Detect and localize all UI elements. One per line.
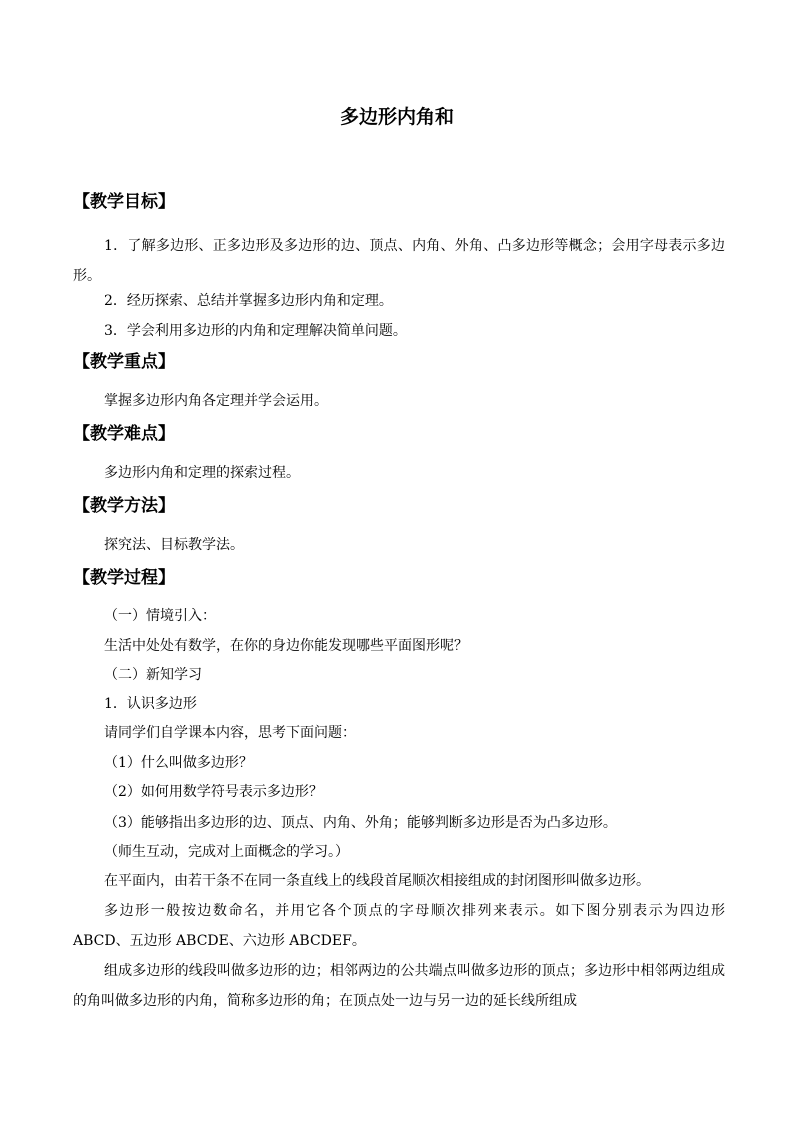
process-part1-text: 生活中处处有数学，在你的身边你能发现哪些平面图形呢？ <box>104 638 468 654</box>
interaction-note: （师生互动，完成对上面概念的学习。） <box>104 844 349 860</box>
difficulties-text: 多边形内角和定理的探索过程。 <box>104 465 300 481</box>
question-2: （2）如何用数学符号表示多边形？ <box>104 784 323 800</box>
section-heading-difficulties: 【教学难点】 <box>73 424 175 444</box>
section-heading-methods: 【教学方法】 <box>73 496 175 516</box>
question-3: （3）能够指出多边形的边、顶点、内角、外角；能够判断多边形是否为凸多边形。 <box>104 815 617 831</box>
section-heading-process: 【教学过程】 <box>73 568 175 588</box>
terms-paragraph: 组成多边形的线段叫做多边形的边；相邻两边的公共端点叫做多边形的顶点；多边形中相邻两边组成的角叫做多边形的内角，简称多边形的角；在顶点处一边与另一边的延长线所组成 <box>73 963 725 1009</box>
naming-paragraph: 多边形一般按边数命名，并用它各个顶点的字母顺次排列来表示。如下图分别表示为四边形 ABCD、五边形 ABCDE、六边形 ABCDEF。 <box>73 903 725 949</box>
section-heading-goals: 【教学目标】 <box>73 192 175 212</box>
definition-paragraph: 在平面内，由若干条不在同一条直线上的线段首尾顺次相接组成的封闭图形叫做多边形。 <box>104 873 650 889</box>
methods-text: 探究法、目标教学法。 <box>104 537 244 553</box>
process-part2-label: （二）新知学习 <box>104 667 202 683</box>
goal-item-2: 2．经历探索、总结并掌握多边形内角和定理。 <box>104 293 393 309</box>
goal-item-3: 3．学会利用多边形的内角和定理解决简单问题。 <box>104 323 407 339</box>
goal-item-1: 1．了解多边形、正多边形及多边形的边、顶点、内角、外角、凸多边形等概念；会用字母表示多边形。 <box>73 238 725 284</box>
section-heading-key-points: 【教学重点】 <box>73 352 175 372</box>
key-points-text: 掌握多边形内角各定理并学会运用。 <box>104 393 328 409</box>
process-sub1-label: 1．认识多边形 <box>104 696 197 712</box>
page-title: 多边形内角和 <box>339 106 454 128</box>
process-part1-label: （一）情境引入： <box>104 608 216 624</box>
question-1: （1）什么叫做多边形？ <box>104 755 253 771</box>
process-sub1-intro: 请同学们自学课本内容，思考下面问题： <box>104 725 356 741</box>
